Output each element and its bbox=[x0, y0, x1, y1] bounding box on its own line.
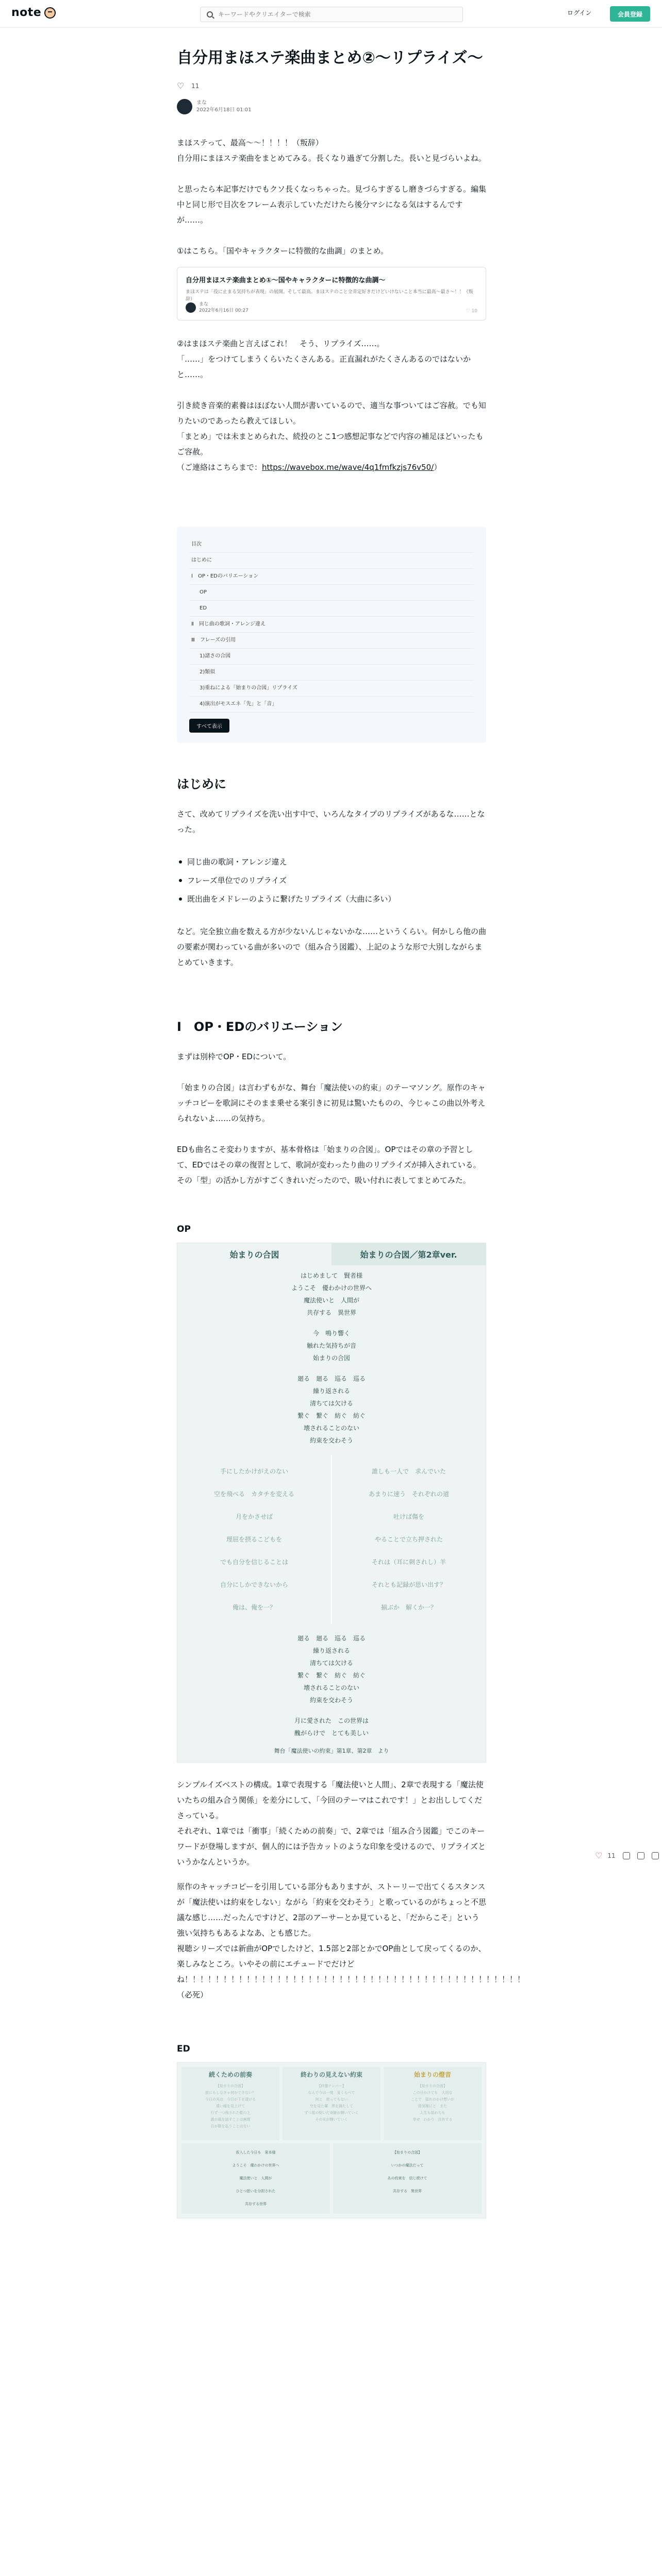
paragraph: 引き続き音楽的素養はほぼない人間が書いているので、適当な事ついてはご容赦。でも知りたいのであったら教えてほしい。 bbox=[177, 401, 486, 426]
lyric-block bbox=[177, 1323, 486, 1368]
embed-author: まな bbox=[199, 302, 209, 307]
lyric-line: いつかの魔法だって bbox=[333, 2159, 482, 2172]
lyric-line: やることで立ち押された bbox=[374, 1536, 443, 1543]
toc-item[interactable]: 4)演出がモスエネ「先」と「音」 bbox=[189, 697, 474, 713]
paragraph: 「まとめ」では未まとめられた、続投のとこ1つ感想記事などで内容の補足ほどいったもご容赦。 bbox=[177, 432, 484, 456]
lyric-line: 触れた気持ちが音 bbox=[306, 1342, 356, 1349]
embed-desc: まほステは「役に止まる気持ちが表現」の展開。そして最高。まほステのこと全肯定好きだけどいけないこと本当に最高〜最さ〜！！（叛辞） bbox=[186, 290, 473, 302]
ed-lyrics-comparison bbox=[177, 2062, 486, 2218]
lyric-line: 空を見た輩 黒を満たして bbox=[310, 2104, 353, 2108]
lyrics-header bbox=[177, 1243, 486, 1265]
lyric-block bbox=[177, 1628, 486, 1710]
reprise-body bbox=[177, 336, 486, 475]
search-input[interactable] bbox=[218, 11, 445, 18]
site-header bbox=[0, 0, 662, 28]
lyrics-header-right: 始まりの合図／第2章ver. bbox=[332, 1243, 486, 1265]
paragraph: EDも曲名こそ変わりますが、基本骨格は「始まりの合図」。OPではその章の予習として、EDではその章の復習として、歌詞が変わったり曲のリプライズが挿入されている。その「型」の活かし方がすごくきれいだったので、吸い付れに表してまとめてみた。 bbox=[177, 1145, 481, 1185]
floating-like-count: 11 bbox=[607, 1852, 616, 1859]
toc-item[interactable]: 目次 bbox=[189, 537, 474, 553]
lyric-line: 繋ぐ 繋ぐ 紡ぐ 紡ぐ bbox=[297, 1672, 366, 1679]
paragraph: まずは別枠でOP・EDについて。 bbox=[177, 1052, 291, 1061]
ed-column-heading: 続くための前奏 bbox=[208, 2071, 252, 2078]
toc-item[interactable]: Ⅲ フレーズの引用 bbox=[189, 633, 474, 649]
lyric-line: 繰り返される bbox=[312, 1647, 350, 1654]
paragraph: シンプルイズベストの構成。1章で表現する「魔法使いと人間」、2章で表現する「魔法使いたちの組み合う関係」を差分にして、「今回のテーマはこれです！」とお出ししてくださっている。 bbox=[177, 1780, 484, 1820]
lyric-split-right bbox=[331, 1455, 486, 1624]
lyric-line: 揃ぶか 解くか一？ bbox=[380, 1604, 437, 1611]
toc-item[interactable]: 2)類似 bbox=[189, 665, 474, 681]
toc-item[interactable]: はじめに bbox=[189, 553, 474, 569]
paragraph: 「……」をつけてしまうくらいたくさんある。正直漏れがたくさんあるのではないかと……。 bbox=[177, 354, 471, 379]
lyric-line: ようこそ 優わかけの世界へ bbox=[291, 1284, 372, 1292]
article-meta bbox=[177, 82, 486, 90]
lyric-line: 仮入した今日も 果本様 bbox=[181, 2146, 330, 2159]
lyric-line: 自分にしかできないから bbox=[220, 1581, 288, 1588]
op-lyrics-comparison bbox=[177, 1243, 486, 1762]
ed-column-text bbox=[184, 2083, 277, 2130]
lyric-line: 空を飛べる カタチを変える bbox=[213, 1490, 294, 1498]
ed-column-text bbox=[285, 2083, 378, 2123]
contact-paragraph bbox=[177, 460, 486, 475]
author-date: 2022年6月18日 01:01 bbox=[196, 107, 252, 113]
author-row[interactable] bbox=[177, 99, 486, 114]
lyric-line: 俺は、俺を一？ bbox=[232, 1604, 276, 1611]
lyric-line: あまりに速う それぞれの道 bbox=[368, 1490, 449, 1498]
embed-avatar bbox=[186, 302, 196, 313]
lyric-line: 月に愛された この世界は bbox=[294, 1717, 369, 1724]
lyric-line: 廻る 廻る 巡る 巡る bbox=[297, 1375, 366, 1382]
share-icon[interactable] bbox=[637, 1852, 644, 1859]
contact-prefix: （ご連絡はこちらまで： bbox=[177, 463, 262, 472]
section1-body bbox=[177, 1049, 486, 1188]
lyric-line: 人生も揺わちも bbox=[420, 2111, 445, 2115]
lyric-line: それは（耳に刺されし）羊 bbox=[371, 1558, 446, 1566]
toc-item[interactable]: 3)重ねによる「始まりの合図」リプライズ bbox=[189, 681, 474, 697]
toc-item[interactable]: Ⅱ 同じ曲の歌詞・アレンジ違え bbox=[189, 617, 474, 633]
lyric-line: 今日の光は 今日が下を透ける bbox=[205, 2097, 256, 2102]
lyric-line: 遠い嘘を見上げて bbox=[216, 2104, 245, 2108]
article bbox=[177, 46, 525, 2229]
signup-button[interactable]: 会員登録 bbox=[610, 6, 650, 22]
lyric-line: 手にしたかけがえのない bbox=[220, 1468, 288, 1475]
toc-show-all-button[interactable]: すべて表示 bbox=[189, 719, 229, 733]
author-avatar[interactable] bbox=[177, 99, 192, 114]
paragraph: など。完全独立曲を数える方が少ないんじゃないかな……というくらい。何かしら他の曲の要素が関わっている曲が多いので（組み合う図鑑）、上記のような形で大別しながらまとめていきます。 bbox=[177, 927, 487, 967]
lyric-line: それとも記録が思い出す？ bbox=[371, 1581, 446, 1588]
list-item: フレーズ単位でのリプライズ bbox=[177, 871, 486, 890]
article-title: 自分用まほステ楽曲まとめ②〜リプライズ〜 bbox=[177, 49, 483, 67]
lyric-line: あの約束を 信じ続けて bbox=[333, 2172, 482, 2185]
embed-title[interactable]: 自分用まほステ楽曲まとめ①〜国やキャラクターに特徴的な曲調〜 bbox=[186, 277, 386, 284]
lyric-line: 約束を交わそう bbox=[309, 1697, 353, 1704]
paragraph: まほステって、最高〜〜！！！！（叛辞） bbox=[177, 138, 323, 147]
lyric-line: 幸せ わかり 共有する bbox=[412, 2117, 453, 2122]
lyric-line: ようこそ 優わかけの世界へ bbox=[181, 2159, 330, 2172]
subsection-heading: ED bbox=[177, 2044, 190, 2054]
lyric-line: 【終盤ナンバー】 bbox=[317, 2084, 346, 2088]
lyric-line: 廻る 廻る 巡る 巡る bbox=[297, 1635, 366, 1642]
lyric-line: 繋ぐ 繋ぐ 紡ぐ 紡ぐ bbox=[297, 1412, 366, 1419]
lyric-block bbox=[177, 1710, 486, 1743]
author-name[interactable]: まな bbox=[196, 100, 207, 106]
paragraph: 自分用にまほステ楽曲をまとめてみる。長くなり過ぎて分割した。長いと見づらいよね。 bbox=[177, 154, 486, 163]
embed-like: ♡ 10 bbox=[466, 309, 477, 314]
toc-item[interactable]: 1)諸さの合図 bbox=[189, 649, 474, 665]
lyric-line: この日かけても 大切な bbox=[412, 2091, 453, 2095]
lyric-line: 共存する 異世界 bbox=[333, 2185, 482, 2198]
login-link[interactable]: ログイン bbox=[567, 9, 592, 16]
paragraph: 「始まりの合図」は言わずもがな、舞台「魔法使いの約束」のテーマソング。原作のキャッチコピーを歌詞にそのまま乗せる案引きに初見は驚いたものの、今じゃこの曲以外考えられないよ……の気持ち。 bbox=[177, 1083, 486, 1123]
lyric-line: ひとつ思いを分担された bbox=[181, 2185, 330, 2198]
ed-columns bbox=[181, 2067, 482, 2140]
like-heart-icon[interactable] bbox=[177, 82, 184, 90]
lyric-line: 日が陰を払うことはない bbox=[210, 2124, 251, 2128]
logo-face-icon bbox=[44, 7, 56, 19]
embed-author-info bbox=[199, 301, 249, 314]
lyric-line: 始まりの合図 bbox=[312, 1354, 350, 1362]
lyric-line: ずつ星の紡いだ奇跡が輝いていく bbox=[304, 2111, 359, 2115]
lyric-line: 繰り返される bbox=[312, 1387, 350, 1395]
ed-bottom-right bbox=[333, 2143, 482, 2214]
paragraph: 視聴シリーズでは新曲がOPでしたけど、1.5部と2部とかでOP曲として戻ってくるのか、楽しみなところ。いやその前にエチュードでだけどね！！！！！！！！！！！！！！！！！！！！！！！！！！！！！！！！！！！！！！！！！！！！（必死） bbox=[177, 1944, 525, 1999]
lyric-line: 誰しも一人で 求んでいた bbox=[371, 1468, 446, 1475]
lyric-line: その光が輝いていく bbox=[315, 2117, 348, 2122]
section-heading: Ⅰ OP・EDのバリエーション bbox=[177, 1020, 343, 1034]
intro-body bbox=[177, 806, 486, 837]
lyric-block bbox=[177, 1265, 486, 1323]
ed-column-heading: 始まりの燈音 bbox=[413, 2071, 451, 2078]
lyric-line: 【始まりの合図】 bbox=[418, 2084, 447, 2088]
toc-item[interactable]: Ⅰ OP・EDのバリエーション bbox=[189, 569, 474, 585]
subsection-heading: OP bbox=[177, 1224, 191, 1234]
paragraph: さて、改めてリプライズを洗い出す中で、いろんなタイプのリプライズがあるな……となった。 bbox=[177, 809, 485, 834]
ed-column-heading: 終わりの見えない約束 bbox=[300, 2071, 362, 2078]
lyrics-caption: 舞台「魔法使いの約束」第1章、第2章 より bbox=[274, 1748, 389, 1754]
lyric-line: 約束を交わそう bbox=[309, 1437, 353, 1444]
note-logo[interactable] bbox=[11, 6, 56, 19]
paragraph: ①はこちら。「国やキャラクターに特徴的な曲調」のまとめ。 bbox=[177, 246, 389, 256]
toc-item[interactable]: OP bbox=[189, 585, 474, 601]
lyric-line: 壊されることのない bbox=[303, 1684, 359, 1691]
lyric-line: 今 鳴り響く bbox=[312, 1330, 350, 1337]
lyric-line: 吐けば傷を bbox=[393, 1513, 424, 1520]
ed-column bbox=[181, 2067, 279, 2140]
search-icon bbox=[207, 11, 213, 18]
paragraph: 原作のキャッチコピーを引用している部分もありますが、ストーリーで出てくるスタンスが「魔法使いは約束をしない」ながら「約束を交わそう」と歌っているのがちょっと不思議な感じ……だったんですけど、2部のアーサーとか見ていると、「だからこそ」という強い気持ちもあるよなあ、とも感じた。 bbox=[177, 1882, 487, 1938]
lyric-split bbox=[177, 1455, 486, 1624]
toc-item[interactable]: ED bbox=[189, 601, 474, 617]
logo-text: note bbox=[11, 6, 42, 19]
lyric-line: 月をかさせば bbox=[235, 1513, 273, 1520]
list-item: 既出曲をメドレーのように繋げたリプライズ（大曲に多い） bbox=[177, 890, 486, 908]
ed-bottom-left bbox=[181, 2143, 330, 2214]
lyric-line: 何と 使ってもない bbox=[315, 2097, 348, 2102]
table-of-contents bbox=[177, 527, 486, 743]
embed-card[interactable] bbox=[177, 267, 486, 320]
lyric-line: 共存する世界 bbox=[181, 2198, 330, 2211]
like-count: 11 bbox=[191, 82, 200, 90]
section-heading: はじめに bbox=[177, 777, 226, 791]
contact-link[interactable]: https://wavebox.me/wave/4q1fmfkzjs76v50/ bbox=[262, 463, 434, 472]
intro-body-2 bbox=[177, 924, 486, 970]
comment-icon[interactable] bbox=[623, 1852, 630, 1859]
more-icon[interactable] bbox=[652, 1852, 659, 1859]
paragraph: と思ったら本記事だけでもクソ長くなっちゃった。見づらすぎるし磨きづらすぎる。編集中と同じ形で目次をフレーム表示していただけたら後分マシになる気はするんですが……。 bbox=[177, 184, 487, 225]
ed-column-text bbox=[386, 2083, 479, 2123]
lyric-line: 行ず一つ残された乾の上 bbox=[210, 2111, 251, 2115]
lyric-line: 共存する 異世界 bbox=[306, 1309, 356, 1316]
floating-heart-icon[interactable]: ♡ bbox=[595, 1851, 603, 1860]
ed-bottom-row bbox=[181, 2143, 482, 2214]
lyric-block bbox=[177, 1368, 486, 1451]
op-body bbox=[177, 1777, 525, 2003]
paragraph: それぞれ、1章では「衝事」「続くための前奏」で、2章では「組み合う図鑑」でこのキーワードが登場しますが、個人的には予告カットのような印象を受けるので、リプライズというかなんというか。 bbox=[177, 1826, 486, 1867]
ed-column bbox=[283, 2067, 380, 2140]
ed-column bbox=[384, 2067, 482, 2140]
lyric-line: 【始まりの合図】 bbox=[333, 2146, 482, 2159]
author-info bbox=[196, 99, 252, 114]
article-body bbox=[177, 135, 486, 259]
reprise-types-list bbox=[177, 853, 486, 908]
lyric-line: 壊されることのない bbox=[303, 1425, 359, 1432]
lyric-line: 清ちては欠ける bbox=[310, 1400, 353, 1407]
list-item: 同じ曲の歌詞・アレンジ違え bbox=[177, 853, 486, 871]
lyric-line: 【始まりの合図】 bbox=[216, 2084, 245, 2088]
lyric-line: 魔法使いと 人間が bbox=[303, 1297, 359, 1304]
lyric-line: 魔法使いと 人間が bbox=[181, 2172, 330, 2185]
lyric-line: 揺気様にと また bbox=[418, 2104, 447, 2108]
embed-footer bbox=[186, 301, 249, 314]
search-box[interactable] bbox=[200, 7, 463, 22]
embed-date: 2022年6月16日 00:27 bbox=[199, 308, 249, 313]
lyric-line: なんで今は一度 見くらべて bbox=[308, 2091, 355, 2095]
lyrics-header-left: 始まりの合図 bbox=[229, 1250, 279, 1260]
paragraph: ②はまほステ楽曲と言えばこれ！ そう、リプライズ……。 bbox=[177, 339, 385, 348]
lyric-line: 誰が風を話すことは無理 bbox=[210, 2117, 251, 2122]
lyric-line: ことで 揺れのかけ想いが bbox=[411, 2097, 454, 2102]
floating-action-bar bbox=[595, 1851, 662, 1860]
lyric-line: 理屈を摂るこどもを bbox=[226, 1536, 282, 1543]
lyric-split-left bbox=[177, 1455, 331, 1624]
lyric-line: でも自分を信じることは bbox=[220, 1558, 288, 1566]
lyric-line: 醜がらけで とても美しい bbox=[294, 1730, 369, 1737]
lyric-line: 清ちては欠ける bbox=[310, 1659, 353, 1667]
lyric-line: はじめまして 賢者様 bbox=[300, 1272, 362, 1279]
lyric-line: 前にもしなきゃ何かできない？ bbox=[205, 2091, 256, 2095]
contact-suffix: ） bbox=[434, 463, 442, 472]
